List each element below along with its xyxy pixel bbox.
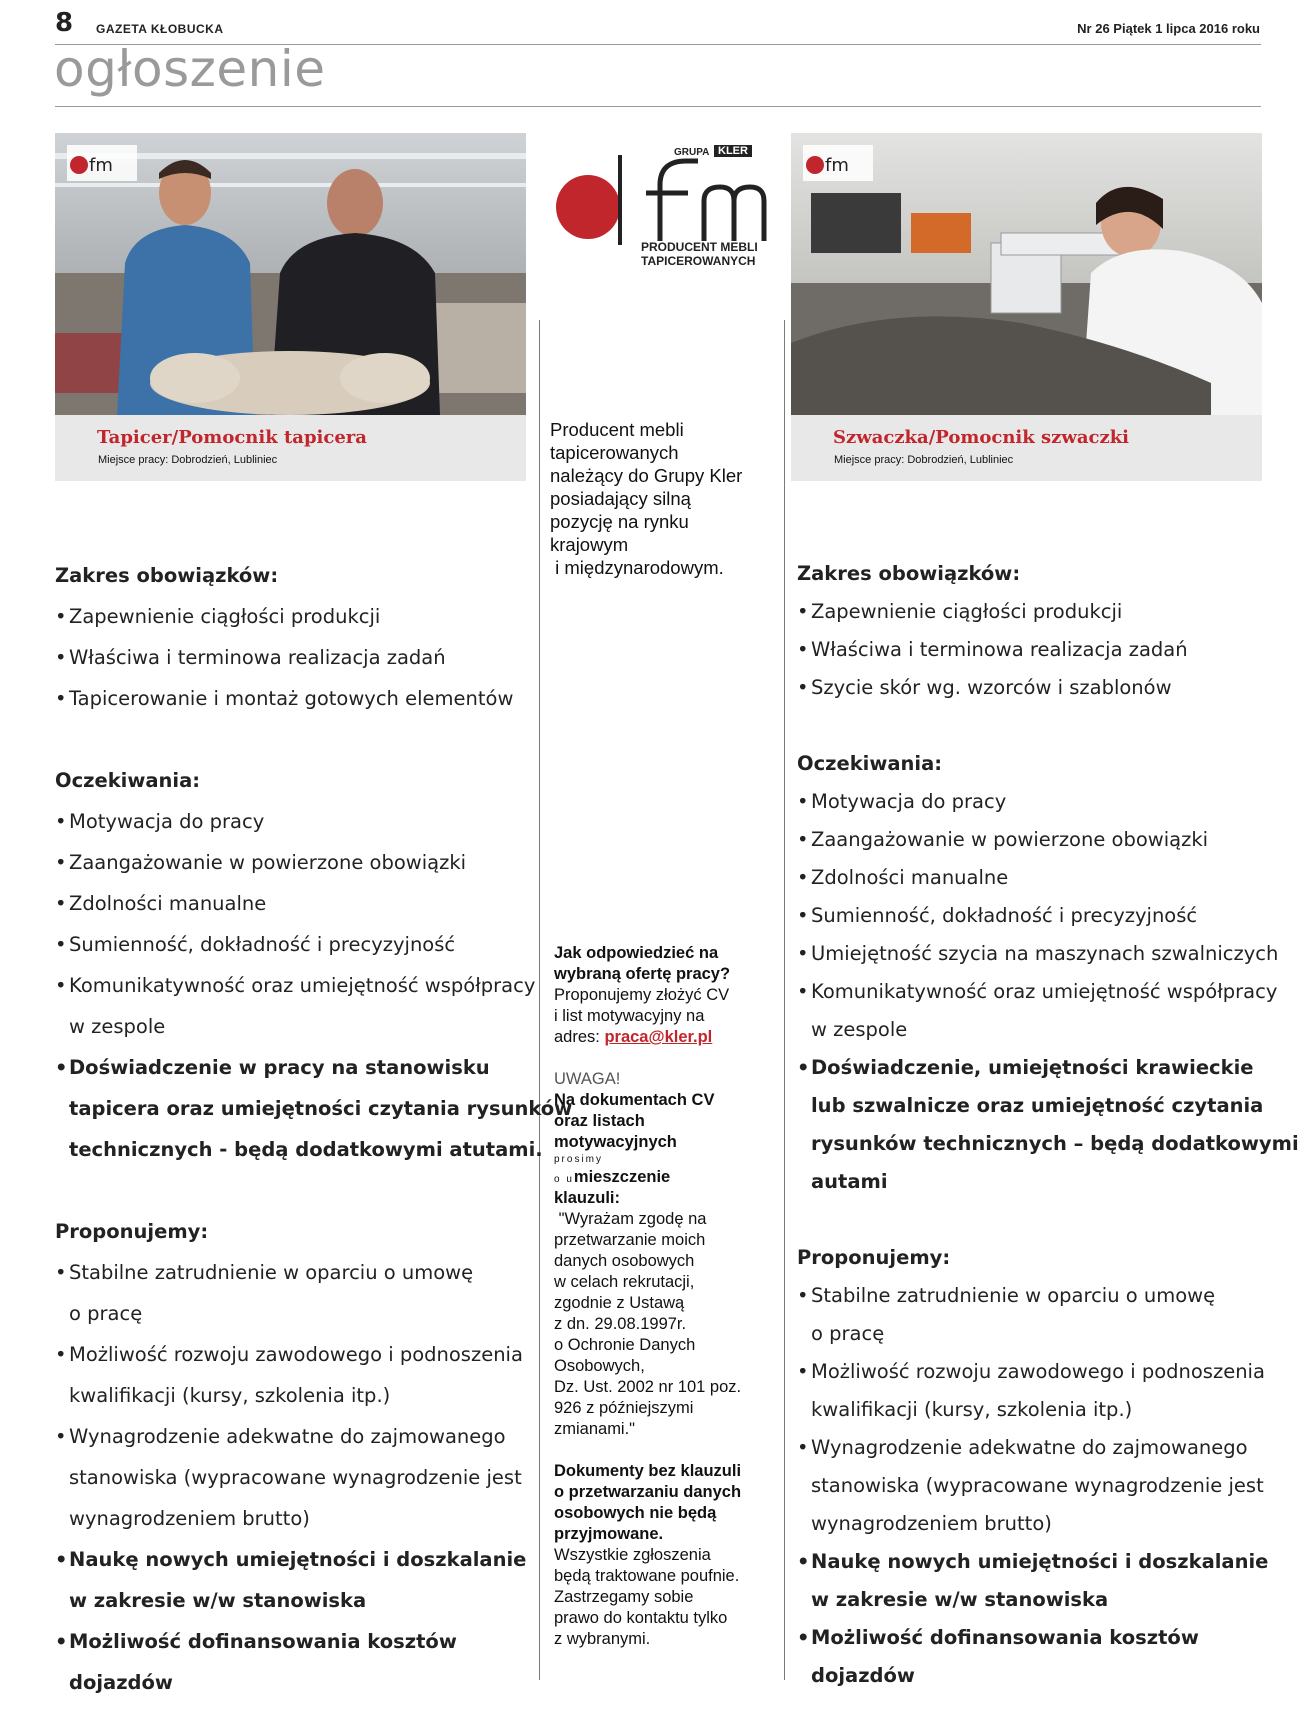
list-item: • Możliwość dofinansowania kosztów [55, 1630, 457, 1653]
photo-upholsterers [55, 133, 526, 415]
list-item-cont: lub szwalnicze oraz umiejętność czytania [811, 1094, 1264, 1117]
list-item-cont: autami [811, 1170, 888, 1193]
heading-offer: Proponujemy: [55, 1220, 209, 1243]
list-item-cont: dojazdów [811, 1664, 915, 1687]
list-item-cont: w zakresie w/w stanowiska [69, 1589, 367, 1612]
section-rule [55, 106, 1261, 107]
masthead: GAZETA KŁOBUCKA [96, 22, 224, 36]
list-item: • Umiejętność szycia na maszynach szwalniczych [797, 942, 1279, 965]
list-item: • Sumienność, dokładność i precyzyjność [797, 904, 1198, 927]
svg-text:fm: fm [825, 155, 849, 176]
list-item: • Komunikatywność oraz umiejętność współpracy [55, 974, 536, 997]
column-rule-left [539, 320, 540, 1680]
card-caption [791, 415, 1262, 481]
company-intro: Producent mebli tapicerowanych należący do Grupy Kler posiadający silną pozycję na rynku krajowym i międzynarodowym. [550, 419, 743, 578]
job-location: Miejsce pracy: Dobrodzień, Lubliniec [834, 454, 1014, 466]
list-item: • Wynagrodzenie adekwatne do zajmowanego [55, 1425, 506, 1448]
heading-offer: Proponujemy: [797, 1246, 951, 1269]
heading-expectations: Oczekiwania: [797, 752, 943, 775]
list-item-cont: tapicera oraz umiejętności czytania rysunków [69, 1097, 573, 1120]
list-item: • Zaangażowanie w powierzone obowiązki [55, 851, 467, 874]
email-link[interactable]: praca@kler.pl [604, 1028, 713, 1046]
photo-card-upholsterer [55, 133, 526, 481]
list-item-cont: wynagrodzeniem brutto) [811, 1512, 1052, 1535]
job-details-upholsterer [55, 555, 573, 1703]
list-item: • Stabilne zatrudnienie w oparciu o umowę [55, 1261, 474, 1284]
job-details-seamstress [797, 555, 1299, 1695]
job-location: Miejsce pracy: Dobrodzień, Lubliniec [98, 454, 278, 466]
list-item-cont: kwalifikacji (kursy, szkolenia itp.) [69, 1384, 391, 1407]
list-item: • Wynagrodzenie adekwatne do zajmowanego [797, 1436, 1248, 1459]
list-item: • Komunikatywność oraz umiejętność współpracy [797, 980, 1278, 1003]
svg-text:fm: fm [89, 155, 113, 176]
heading-duties: Zakres obowiązków: [797, 562, 1021, 585]
list-item: • Stabilne zatrudnienie w oparciu o umowę [797, 1284, 1216, 1307]
heading-duties: Zakres obowiązków: [55, 564, 279, 587]
list-item: • Szycie skór wg. wzorców i szablonów [797, 676, 1172, 699]
list-item: • Możliwość rozwoju zawodowego i podnoszenia [55, 1343, 523, 1366]
list-item-cont: stanowiska (wypracowane wynagrodzenie jest [69, 1466, 522, 1489]
list-item-cont: kwalifikacji (kursy, szkolenia itp.) [811, 1398, 1133, 1421]
list-item-cont: w zakresie w/w stanowiska [811, 1588, 1109, 1611]
list-item: • Sumienność, dokładność i precyzyjność [55, 933, 456, 956]
list-item: • Zapewnienie ciągłości produkcji [797, 600, 1123, 623]
column-rule-right [784, 320, 785, 1680]
list-item: • Tapicerowanie i montaż gotowych elementów [55, 687, 514, 710]
job-title: Szwaczka/Pomocnik szwaczki [833, 427, 1130, 448]
list-item: • Motywacja do pracy [797, 790, 1007, 813]
logo-tagline-2: TAPICEROWANYCH [641, 254, 756, 268]
warning-label: UWAGA! [554, 1070, 621, 1088]
list-item: • Właściwa i terminowa realizacja zadań [797, 638, 1188, 661]
list-item: • Naukę nowych umiejętności i doszkalanie [55, 1548, 527, 1571]
photo-card-seamstress [791, 133, 1262, 481]
list-item-cont: technicznych - będą dodatkowymi atutami. [69, 1138, 543, 1161]
list-item-cont: stanowiska (wypracowane wynagrodzenie jest [811, 1474, 1264, 1497]
list-item: • Naukę nowych umiejętności i doszkalanie [797, 1550, 1269, 1573]
list-item: • Zapewnienie ciągłości produkcji [55, 605, 381, 628]
photo-seamstresses [791, 133, 1262, 415]
issue-date: Nr 26 Piątek 1 lipca 2016 roku [1077, 21, 1260, 36]
list-item: • Zdolności manualne [55, 892, 267, 915]
heading-expectations: Oczekiwania: [55, 769, 201, 792]
list-item: • Możliwość rozwoju zawodowego i podnoszenia [797, 1360, 1265, 1383]
list-item: • Właściwa i terminowa realizacja zadań [55, 646, 446, 669]
apply-info: Jak odpowiedzieć na wybraną ofertę pracy? Proponujemy złożyć CV i list motywacyjny na adres: praca@kler.pl UWAGA! Na dokumentach CV oraz listach motywacyjnych prosimy o umieszczenie klauzuli: "Wyrażam zgodę na przetwarzanie moich danych osobowych w celach rekrutacji, zgodnie z Ustawą z dn. 29.08.1997r. o Ochronie Danych Osobowych, Dz. Ust. 2002 nr 101 poz. 926 z późniejszymi zmianami." Dokumenty bez klauzuli o przetwarzaniu danych osobowych nie będą przyjmowane. Wszystkie zgłoszenia będą traktowane poufnie. Zastrzegamy sobie prawo do kontaktu tylko z wybranymi. [554, 943, 764, 1650]
list-item-cont: o pracę [69, 1302, 143, 1325]
section-title: ogłoszenie [54, 40, 326, 98]
list-item: • Zaangażowanie w powierzone obowiązki [797, 828, 1209, 851]
card-caption [55, 415, 526, 481]
page-number: 8 [55, 8, 74, 38]
list-item: • Motywacja do pracy [55, 810, 265, 833]
group-label: GRUPA [674, 147, 710, 158]
group-brand: KLER [714, 145, 752, 157]
list-item: • Doświadczenie, umiejętności krawieckie [797, 1056, 1254, 1079]
logo-tagline-1: PRODUCENT MEBLI [641, 240, 758, 254]
list-item: • Możliwość dofinansowania kosztów [797, 1626, 1199, 1649]
job-title: Tapicer/Pomocnik tapicera [97, 427, 367, 448]
list-item-cont: rysunków technicznych – będą dodatkowymi [811, 1132, 1299, 1155]
list-item-cont: dojazdów [69, 1671, 173, 1694]
list-item-cont: wynagrodzeniem brutto) [69, 1507, 310, 1530]
list-item-cont: o pracę [811, 1322, 885, 1345]
list-item: • Doświadczenie w pracy na stanowisku [55, 1056, 490, 1079]
list-item-cont: w zespole [69, 1015, 166, 1038]
list-item: • Zdolności manualne [797, 866, 1009, 889]
list-item-cont: w zespole [811, 1018, 908, 1041]
